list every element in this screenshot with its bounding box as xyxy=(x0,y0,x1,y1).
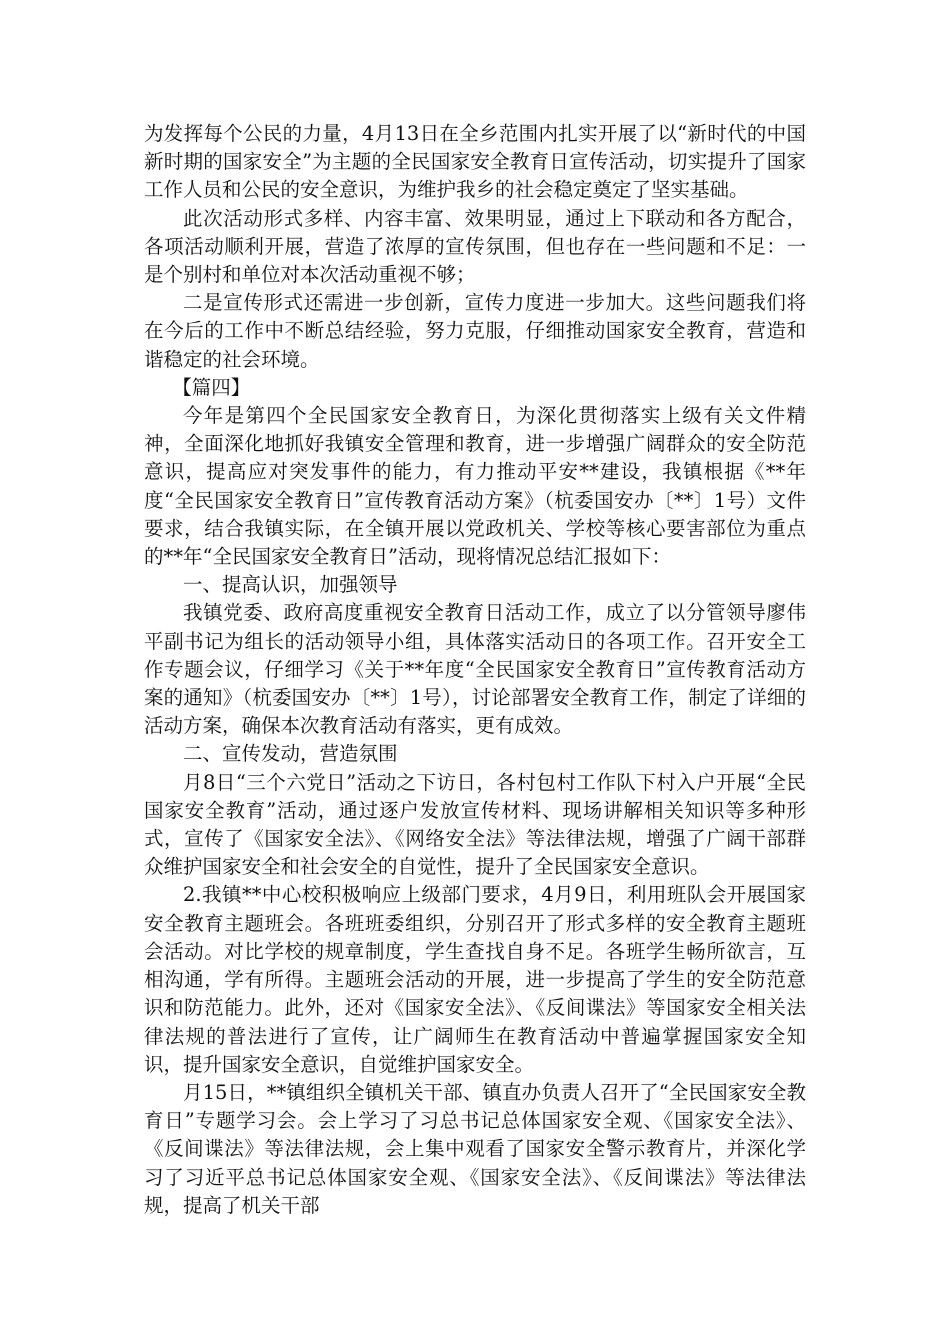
paragraph-study-session: 月15日，**镇组织全镇机关干部、镇直办负责人召开了“全民国家安全教育日”专题学习会。会上学习了习总书记总体国家安全观、《国家安全法》、《反间谍法》等法律法规，会上集中观看了国家安全警示教育片，并深化学习了习近平总书记总体国家安全观、《国家安全法》、《反间谍法》等法律法规，提高了机关干部 xyxy=(144,1080,806,1217)
paragraph-part-four-intro: 今年是第四个全民国家安全教育日，为深化贯彻落实上级有关文件精神，全面深化地抓好我镇安全管理和教育，进一步增强广阔群众的安全防范意识，提高应对突发事件的能力，有力推动平安**建设，我镇根据《**年度“全民国家安全教育日”宣传教育活动方案》（杭委国安办〔**〕1号）文件要求，结合我镇实际，在全镇开展以党政机关、学校等核心要害部位为重点的**年“全民国家安全教育日”活动，现将情况总结汇报如下： xyxy=(144,404,806,569)
paragraph-problems: 二是宣传形式还需进一步创新，宣传力度进一步加大。这些问题我们将在今后的工作中不断总结经验，努力克服，仔细推动国家安全教育，营造和谐稳定的社会环境。 xyxy=(144,291,806,371)
paragraph-leadership: 我镇党委、政府高度重视安全教育日活动工作，成立了以分管领导廖伟平副书记为组长的活动领导小组，具体落实活动日的各项工作。召开安全工作专题会议，仔细学习《关于**年度“全民国家安全教育日”宣传教育活动方案的通知》（杭委国安办〔**〕1号），讨论部署安全教育工作，制定了详细的活动方案，确保本次教育活动有落实，更有成效。 xyxy=(144,601,806,738)
paragraph-village-visits: 月8日“三个六党日”活动之下访日，各村包村工作队下村入户开展“全民国家安全教育”活动，通过逐户发放宣传材料、现场讲解相关知识等多种形式，宣传了《国家安全法》、《网络安全法》等法律法规，增强了广阔干部群众维护国家安全和社会安全的自觉性，提升了全民国家安全意识。 xyxy=(144,770,806,879)
subheading-publicity: 二、宣传发动，营造氛围 xyxy=(183,742,398,766)
paragraph-activity-intro: 为发挥每个公民的力量，4月13日在全乡范围内扎实开展了以“新时代的中国新时期的国家安全”为主题的全民国家安全教育日宣传活动，切实提升了国家工作人员和公民的安全意识，为维护我乡的社会稳定奠定了坚实基础。 xyxy=(144,122,806,202)
section-heading-part-four: 【篇四】 xyxy=(172,375,251,399)
paragraph-school-meeting: 2.我镇**中心校积极响应上级部门要求，4月9日，利用班队会开展国家安全教育主题班会。各班班委组织，分别召开了形式多样的安全教育主题班会活动。对比学校的规章制度，学生查找自身不足。各班学生畅所欲言，互相沟通，学有所得。主题班会活动的开展，进一步提高了学生的安全防范意识和防范能力。此外，还对《国家安全法》、《反间谍法》等国家安全相关法律法规的普法进行了宣传，让广阔师生在教育活动中普遍掌握国家安全知识，提升国家安全意识，自觉维护国家安全。 xyxy=(144,883,806,1076)
document-body xyxy=(144,120,806,1220)
subheading-leadership: 一、提高认识，加强领导 xyxy=(183,573,398,597)
paragraph-activity-summary: 此次活动形式多样、内容丰富、效果明显，通过上下联动和各方配合，各项活动顺利开展，营造了浓厚的宣传氛围，但也存在一些问题和不足：一是个别村和单位对本次活动重视不够； xyxy=(144,206,806,287)
